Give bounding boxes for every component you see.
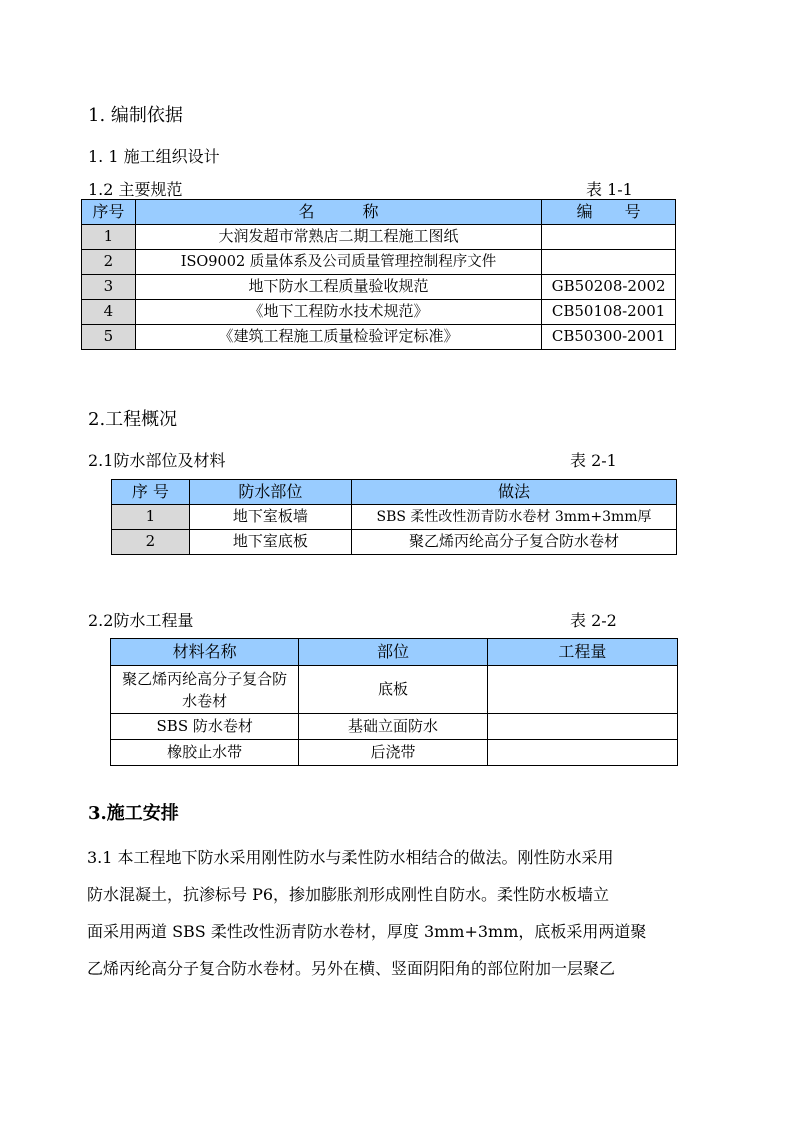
table-row (82, 250, 676, 275)
row-index: 4 (82, 300, 136, 325)
row-index: 2 (82, 250, 136, 275)
row-code: CB50108-2001 (542, 300, 676, 325)
col-header-material: 材料名称 (111, 639, 299, 666)
row-material: SBS 防水卷材 (111, 714, 299, 740)
table-row (111, 666, 678, 714)
row-code (542, 250, 676, 275)
table-header-row (111, 639, 678, 666)
standards-table (81, 199, 676, 350)
table-2-1-label: 表 2-1 (570, 451, 617, 470)
col-header-quantity: 工程量 (487, 639, 677, 666)
col-header-index: 序号 (82, 200, 136, 225)
row-quantity (487, 666, 677, 714)
row-part: 地下室板墙 (189, 505, 351, 530)
row-material: 聚乙烯丙纶高分子复合防水卷材 (111, 666, 299, 714)
col-header-name: 名 称 (135, 200, 541, 225)
row-method: 聚乙烯丙纶高分子复合防水卷材 (352, 530, 677, 555)
row-location: 基础立面防水 (299, 714, 487, 740)
row-code: GB50208-2002 (542, 275, 676, 300)
row-method: SBS 柔性改性沥青防水卷材 3mm+3mm厚 (352, 505, 677, 530)
row-index: 1 (112, 505, 190, 530)
paragraph-line: 面采用两道 SBS 柔性改性沥青防水卷材，厚度 3mm+3mm，底板采用两道聚 (87, 922, 647, 941)
row-location: 底板 (299, 666, 487, 714)
row-index: 2 (112, 530, 190, 555)
col-header-index: 序 号 (112, 480, 190, 505)
col-header-part: 防水部位 (189, 480, 351, 505)
row-name: 《地下工程防水技术规范》 (135, 300, 541, 325)
row-index: 5 (82, 325, 136, 350)
paragraph-line: 3.1 本工程地下防水采用刚性防水与柔性防水相结合的做法。刚性防水采用 (87, 848, 614, 867)
col-header-method: 做法 (352, 480, 677, 505)
table-row (82, 325, 676, 350)
section-3-paragraph (87, 839, 707, 987)
row-location: 后浇带 (299, 740, 487, 766)
table-row (82, 225, 676, 250)
row-quantity (487, 740, 677, 766)
table-row (112, 505, 677, 530)
row-part: 地下室底板 (189, 530, 351, 555)
row-name: 大润发超市常熟店二期工程施工图纸 (135, 225, 541, 250)
section-1-heading: 1. 编制依据 (88, 105, 183, 126)
table-row (111, 740, 678, 766)
row-material: 橡胶止水带 (111, 740, 299, 766)
subsection-2-1: 2.1防水部位及材料 (88, 451, 226, 470)
table-row (111, 714, 678, 740)
col-header-location: 部位 (299, 639, 487, 666)
table-row (82, 300, 676, 325)
row-name: 地下防水工程质量验收规范 (135, 275, 541, 300)
row-code: CB50300-2001 (542, 325, 676, 350)
row-name: 《建筑工程施工质量检验评定标准》 (135, 325, 541, 350)
subsection-2-2: 2.2防水工程量 (88, 611, 194, 630)
section-3-heading: 3.施工安排 (88, 803, 179, 824)
table-row (82, 275, 676, 300)
row-index: 1 (82, 225, 136, 250)
quantity-table (110, 638, 678, 766)
row-code (542, 225, 676, 250)
section-2-heading: 2.工程概况 (88, 409, 178, 430)
waterproof-parts-table (111, 479, 677, 555)
table-row (112, 530, 677, 555)
table-2-2-label: 表 2-2 (570, 611, 617, 630)
table-1-1-label: 表 1-1 (586, 180, 633, 199)
subsection-1-2: 1.2 主要规范 (88, 180, 183, 199)
table-header-row (112, 480, 677, 505)
paragraph-line: 乙烯丙纶高分子复合防水卷材。另外在横、竖面阴阳角的部位附加一层聚乙 (87, 959, 616, 978)
row-quantity (487, 714, 677, 740)
col-header-code: 编 号 (542, 200, 676, 225)
row-index: 3 (82, 275, 136, 300)
paragraph-line: 防水混凝土，抗渗标号 P6，掺加膨胀剂形成刚性自防水。柔性防水板墙立 (87, 885, 610, 904)
table-header-row (82, 200, 676, 225)
row-name: ISO9002 质量体系及公司质量管理控制程序文件 (135, 250, 541, 275)
subsection-1-1: 1. 1 施工组织设计 (88, 147, 220, 166)
